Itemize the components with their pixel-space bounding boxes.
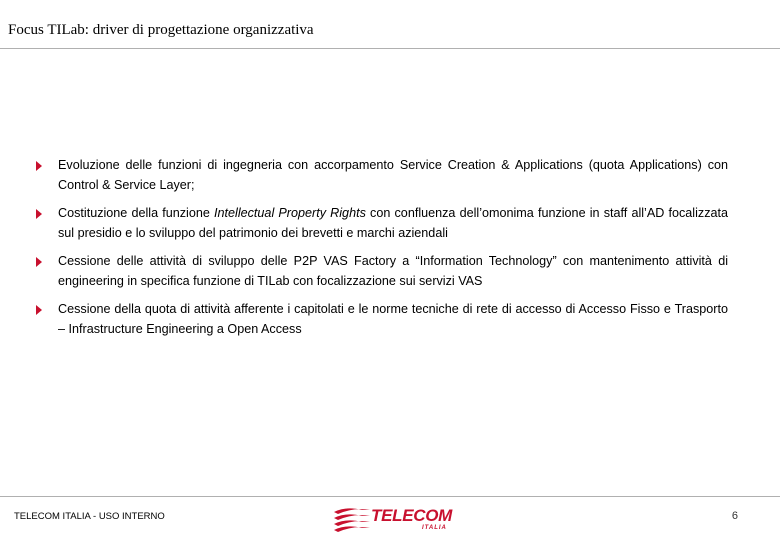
footer-classification: TELECOM ITALIA - USO INTERNO [14,511,165,522]
bullet-text-after: con confluenza dell’omonima funzione in staff all’AD focalizzata sul presidio e lo sviluppo del patrimonio dei brevetti e marchi aziendali [58,206,728,240]
triangle-right-icon [36,305,42,315]
triangle-right-icon [36,257,42,267]
bullet-text-before: Costituzione della funzione [58,206,215,220]
slide-title: Focus TILab: driver di progettazione organizzativa [8,22,314,38]
triangle-right-icon [36,209,42,219]
triangle-right-icon [36,161,42,171]
page-number: 6 [731,510,738,522]
logo-subtext: ITALIA [422,525,447,531]
footer-divider [0,496,780,497]
bullet-item [36,156,728,195]
bullet-text: Cessione delle attività di sviluppo delle P2P VAS Factory a “Information Technology” con mantenimento attività di engineering in specifica funzione di TILab con focalizzazione sui servizi VAS [58,254,728,288]
bullet-text: Evoluzione delle funzioni di ingegneria con accorpamento Service Creation & Applications (quota Applications) con Control & Service Layer; [58,158,728,192]
bullet-item [36,204,728,243]
title-divider [0,48,780,49]
logo-wordmark: TELECOM [371,506,453,525]
bullet-text: Cessione della quota di attività afferente i capitolati e le norme tecniche di rete di accesso di Accesso Fisso e Trasporto – Infrastructure Engineering a Open Access [58,302,728,336]
bullet-item [36,252,728,291]
bullet-item [36,300,728,339]
bullet-text-italic: Intellectual Property Rights [214,206,366,220]
telecom-italia-logo [332,504,457,534]
bullet-list [36,156,728,348]
bullet-text [58,206,728,240]
logo-stripes-icon [332,504,372,534]
